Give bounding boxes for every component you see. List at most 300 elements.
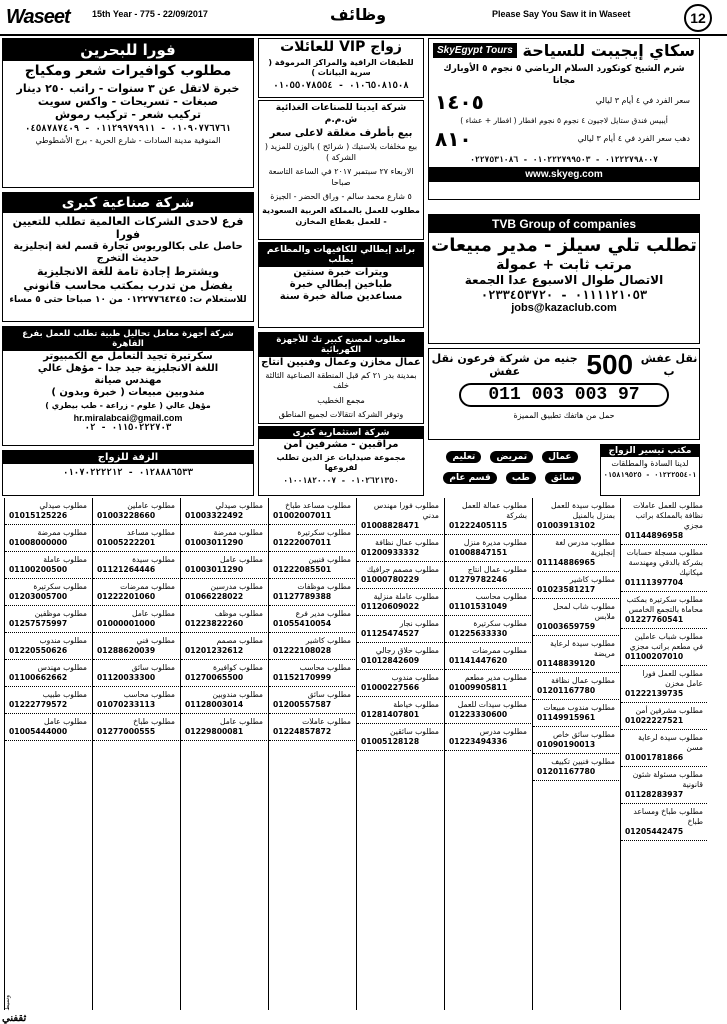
issue-info: 15th Year - 775 - 22/09/2017 <box>92 9 208 19</box>
classified-ad <box>445 498 531 535</box>
classified-column <box>356 498 443 1010</box>
ad-phone: 01229800081 <box>185 727 244 737</box>
ad-phone: 01055410054 <box>273 619 332 629</box>
classified-ad <box>357 589 443 616</box>
classified-ad <box>181 498 267 525</box>
ad-line: مهندس صيانة <box>94 375 162 386</box>
ad-line: صبغات - تسريحات - واكس سويت <box>37 94 219 108</box>
ad-text: مطلوب مساعد طباخ <box>285 501 351 510</box>
ad-text: مطلوب سكرتيرة <box>33 582 87 592</box>
ad-text: مطلوب سيدة لرعاية مريضة <box>550 639 615 659</box>
ad-text: مطلوب ممرضة <box>213 528 263 538</box>
ad-line: يفضل من تدرب بمكتب محاسب قانوني <box>23 278 233 292</box>
classified-ad <box>93 687 179 714</box>
ad-text: مطلوب سكرتيرة بمكتب محاماة بالتجمع الخامس <box>626 595 703 615</box>
ad-phone: 01127789388 <box>273 592 332 602</box>
ad-text: مطلوب حلاق رجالي <box>375 646 439 656</box>
ad-text: مطلوب مسئولة شئون قانونية <box>632 770 703 790</box>
classified-ad <box>5 687 91 714</box>
ad-phone: 01008847151 <box>449 548 508 558</box>
ad-line: خبرة لاتقل عن ٣ سنوات - راتب ٢٥٠ دينار <box>16 81 240 95</box>
classified-ad <box>445 643 531 670</box>
email: jobs@kazaclub.com <box>511 301 617 314</box>
ad-phones: ٠١١١١٢١٠٥٣ - ٠٢٣٣٤٥٣٧٢٠ <box>480 287 648 302</box>
ad-phone: 01279782246 <box>449 575 508 585</box>
ad-line: بيع بأطرف مغلقة لاعلى سعر <box>269 128 413 140</box>
ad-line: أيبيس فندق ستايل لاجيون ٤ نجوم ٥ نجوم افطار ( افطار + عشاء ) <box>460 115 668 125</box>
classified-ad <box>5 660 91 687</box>
classified-column <box>620 498 707 1010</box>
ad-phone: 01005222201 <box>97 538 156 548</box>
ad-phone: 01114886965 <box>537 558 596 568</box>
ad-text: مطلوب سكرتيرة <box>473 619 527 629</box>
classified-ad <box>445 616 531 643</box>
classified-ad <box>269 498 355 525</box>
classified-ad <box>533 700 619 727</box>
ad-text: مطلوب سائق <box>307 690 351 700</box>
classified-ad <box>533 535 619 572</box>
ad-text: مطلوب ممرضة <box>37 528 87 538</box>
ad-phones: ٠١٠٦٥٠٨١٥٠٨ - ٠١٠٥٥٠٧٨٥٥٤ <box>273 80 409 91</box>
page-number: 12 <box>684 4 712 32</box>
ad-phone: 01222007011 <box>273 538 332 548</box>
ad-text: مطلوب كاشير <box>569 575 615 585</box>
ad-phone: 01003322492 <box>185 511 244 521</box>
classified-ad <box>181 579 267 606</box>
ad-stores <box>258 100 424 240</box>
ad-line: شرم الشيخ كونكورد السلام الرياضي ٥ نجوم ٥ الأوبارك مجانا <box>443 64 685 86</box>
ad-text: مطلوب شاب لمحل ملابس <box>553 602 615 622</box>
ad-phone: 01149915961 <box>537 713 596 723</box>
ad-phone: 01090190013 <box>537 740 596 750</box>
classified-ad <box>357 498 443 535</box>
ad-text: مطلوب سائق خاص <box>552 730 615 740</box>
classified-ad <box>357 562 443 589</box>
ad-phone: 01008828471 <box>361 521 420 531</box>
ad-phone: 01201232612 <box>185 646 244 656</box>
ad-phone: 01225633330 <box>449 629 508 639</box>
classified-ad <box>181 633 267 660</box>
classified-ad <box>621 629 707 666</box>
slogan: Please Say You Saw it in Waseet <box>492 9 631 19</box>
ad-phone: 01100200500 <box>9 565 68 575</box>
ad-title: الزفة للزواج <box>3 451 253 464</box>
ad-text: مطلوب مساعد <box>127 528 175 538</box>
ad-text: مطلوب سيدات للعمل <box>457 700 527 710</box>
classified-ad <box>93 660 179 687</box>
ad-phone: 01222779572 <box>9 700 68 710</box>
classified-ad <box>93 633 179 660</box>
ad-title: شركة صناعية كبرى <box>3 193 253 213</box>
ad-line: دهب سعر الفرد في ٤ أيام ٣ ليالي <box>577 134 690 144</box>
ad-headline: تطلب تلي سيلز - مدير مبيعات <box>431 235 697 256</box>
classified-column <box>532 498 619 1010</box>
ad-text: مطلوب طبيب <box>42 690 87 700</box>
ad-phone: 01066228022 <box>185 592 244 602</box>
classified-ad <box>533 599 619 636</box>
classified-column <box>444 498 531 1010</box>
ad-marriage-office <box>600 444 700 496</box>
ad-text: مطلوب محاسب <box>123 690 175 700</box>
ad-phone: 01222405115 <box>449 521 508 531</box>
ad-text: مطلوب مديرة منزل <box>463 538 527 548</box>
ad-text: مطلوب مدير مطعم <box>464 673 527 683</box>
ad-phone: 01200933332 <box>361 548 420 558</box>
ad-line: بيع مخلفات بلاستيك ( شرائح ) بالوزن للمزيد ( الشركة ) <box>264 142 418 162</box>
classified-ad <box>621 545 707 592</box>
classified-ad <box>269 660 355 687</box>
classified-ad <box>357 697 443 724</box>
classified-ad <box>445 670 531 697</box>
classified-ad <box>621 592 707 629</box>
ad-text: مطلوب عامل <box>220 717 263 727</box>
ad-phone: 01022227521 <box>625 716 684 726</box>
ad-phone: 01003011290 <box>185 538 244 548</box>
ad-text: مطلوب عمال نظافة <box>375 538 439 548</box>
ad-text: مطلوب مصمم جرافيك <box>366 565 439 575</box>
ad-line: مجمع الخطيب <box>317 395 365 405</box>
classified-ad <box>269 525 355 552</box>
ad-phone: 01111397704 <box>625 578 684 588</box>
ad-phone: 01000780229 <box>361 575 420 585</box>
ad-phone: 01002007011 <box>273 511 332 521</box>
ad-phone: 01220550626 <box>9 646 68 656</box>
classified-ad <box>181 525 267 552</box>
tag-strip <box>428 444 596 496</box>
ad-phone: 01288620039 <box>97 646 156 656</box>
classified-ad <box>445 562 531 589</box>
price: ٨١٠ <box>435 127 472 152</box>
ad-phone: 01125474527 <box>361 629 420 639</box>
ad-text: مطلوب شباب عاملين في مطعم براتب مجزي <box>629 632 703 652</box>
ad-title: زواج VIP للعائلات <box>280 39 402 55</box>
ad-line: اللغة الانجليزية جيد جدا - مؤهل عالي <box>37 363 219 374</box>
brand-logo: SkyEgypt Tours <box>433 43 517 58</box>
classified-ad <box>533 636 619 673</box>
ad-text: مطلوب خياطة <box>393 700 439 710</box>
ad-phone: 01144896958 <box>625 531 684 541</box>
ad-line: ٥ شارع محمد سالم - وراق الحضر - الجيزة <box>270 191 412 201</box>
ad-phone: 01001781866 <box>625 753 684 763</box>
classified-ad <box>269 552 355 579</box>
classified-ad <box>93 552 179 579</box>
ad-skyegypt <box>428 38 700 200</box>
ad-phone: 01101531049 <box>449 602 508 612</box>
ad-text: مطلوب مسجلة حسابات بشركة بالدقي ومهندسة ميكانيك <box>626 548 703 578</box>
classified-ad <box>269 687 355 714</box>
ad-line: مرتب ثابت + عمولة <box>496 256 632 273</box>
classified-ad <box>621 730 707 767</box>
ad-text: مطلوب مدرس <box>479 727 527 737</box>
ad-phone: 01205442475 <box>625 827 684 837</box>
ad-text: مطلوب موظفين <box>34 609 87 619</box>
price: ١٤٠٥ <box>435 89 484 114</box>
ad-text: مطلوب مندوب مبيعات <box>543 703 615 713</box>
ad-zaffa <box>2 450 254 496</box>
ad-text: مطلوب مصمم <box>216 636 263 646</box>
ad-title: فورا للبحرين <box>3 39 253 61</box>
ad-line: ويترات خبرة سنتين <box>293 267 389 278</box>
classified-ad <box>357 616 443 643</box>
side-credit: وسيط <box>4 994 11 1010</box>
ad-text: مطلوب فنيين تكييف <box>551 757 615 767</box>
ad-headline: مراقبين - مشرفين امن <box>283 439 399 450</box>
classified-ad <box>5 552 91 579</box>
ad-title: شركة استثمارية كبرى <box>259 427 423 439</box>
ad-industrial-company <box>2 192 254 322</box>
ad-phone: 01012842609 <box>361 656 420 666</box>
logo: Waseet <box>6 6 70 28</box>
classified-ad <box>5 606 91 633</box>
ad-text: مطلوب سائق <box>131 663 175 673</box>
category-tag[interactable]: عمال <box>542 451 577 463</box>
ad-text: مطلوب محاسب <box>475 592 527 602</box>
classified-column <box>4 498 91 1010</box>
ad-headline: مطلوب للعمل بالمملكة العربية السعودية - للعمل بقطاع المخازن <box>262 206 420 226</box>
ad-title: مطلوب لمصنع كبير تك للأجهزة الكهربائية <box>259 333 423 357</box>
ad-phone: 01070233113 <box>97 700 156 710</box>
ad-phone: 01121264446 <box>97 565 156 575</box>
ad-text: مطلوب صيدلي <box>215 501 263 510</box>
classified-ad <box>445 724 531 751</box>
ad-line: نقل عفش ب <box>640 351 698 378</box>
classified-ad <box>357 670 443 697</box>
category-tag[interactable]: تمريض <box>490 451 533 463</box>
ad-line: وتوفر الشركة انتقالات لجميع المناطق <box>278 410 404 420</box>
ad-text: مطلوب فنيين <box>308 555 351 565</box>
ad-line: حمل من هاتفك تطبيق المميزة <box>513 411 615 420</box>
ad-phone: 01223822260 <box>185 619 244 629</box>
ad-phones: ٠١٢٢٢٥٥٤٠١ - ٠١٥٨١٩٥٢٥ <box>603 471 697 480</box>
ad-text: مطلوب نجار <box>399 619 439 629</box>
classified-ad <box>93 579 179 606</box>
ad-phone: 01005128128 <box>361 737 420 747</box>
classified-ad <box>93 714 179 741</box>
ad-phone: 01100662662 <box>9 673 68 683</box>
ad-electrical-factory <box>258 332 424 424</box>
ad-phone: 01009905811 <box>449 683 508 693</box>
classified-ad <box>93 525 179 552</box>
ad-phone: 01120609022 <box>361 602 420 612</box>
ad-text: مطلوب سكرتيرة <box>297 528 351 538</box>
ad-text: مطلوب عاملات <box>302 717 351 727</box>
watermark: ثقفني <box>2 1013 27 1024</box>
classified-ad <box>181 687 267 714</box>
classified-column <box>92 498 179 1010</box>
ad-phone: 01203005700 <box>9 592 68 602</box>
ad-line: شركة ايدينا للصناعات الغذائية ش.م.م <box>275 103 407 125</box>
ad-phone: 01222139735 <box>625 689 684 699</box>
ad-phone: 01008000000 <box>9 538 68 548</box>
ad-line: بمدينة بدر ٢١ كم قبل المنطقة الصناعية الثالثة خلف <box>265 371 417 391</box>
ad-text: مطلوب سيدة <box>132 555 175 565</box>
ad-phones: 011 003 003 97 <box>459 383 669 407</box>
ad-phone: 01023581217 <box>537 585 596 595</box>
ad-phone: 01120033300 <box>97 673 156 683</box>
ad-text: مطلوب مدرسين <box>210 582 263 592</box>
classified-ad <box>445 535 531 562</box>
classified-ad <box>445 697 531 724</box>
ad-phone: 01128003014 <box>185 700 244 710</box>
ad-phone: 01222108028 <box>273 646 332 656</box>
ad-line: مندوبين مبيعات ( خبرة وبدون ) <box>51 387 205 398</box>
ad-phones: ٠١٢٨٨٨٦٥٣٣ - ٠١٠٧٠٢٢٢٢١٢ <box>62 468 194 478</box>
ad-phone: 01223494336 <box>449 737 508 747</box>
classified-ad <box>5 633 91 660</box>
section-title: وظائف <box>330 5 387 24</box>
company-name: TVB Group of companies <box>429 215 699 233</box>
ad-line: مجموعة صيدليات عز الدين تطلب لفروعها <box>276 453 406 473</box>
ad-headline: فرع لاحدى الشركات العالمية تطلب للتعيين فورا <box>12 215 244 242</box>
ad-phones: للاستعلام ت: ٠١٢٢٧٧٦٤٣٤٥ من ١٠ صباحا حتى ٥ مساء <box>9 294 247 305</box>
category-tag[interactable]: قسم عام <box>443 472 496 484</box>
ad-phone: 01003913102 <box>537 521 596 531</box>
classified-ad <box>621 703 707 730</box>
ad-address: المنوفية مدينة السادات - شارع الحرية - برج الأشطوطي <box>35 136 221 146</box>
ad-text: مطلوب عامل <box>220 555 263 565</box>
classified-ad <box>621 767 707 804</box>
ad-headline: مطلوب كوافيرات شعر ومكياج <box>24 63 232 79</box>
category-tag[interactable]: سائق <box>545 472 581 484</box>
classified-column <box>268 498 355 1010</box>
ad-moving-500 <box>428 348 700 440</box>
ad-phone: 01015125226 <box>9 511 68 521</box>
ad-title: مكتب تيسير الزواج <box>601 445 699 457</box>
ad-phone: 01224857872 <box>273 727 332 737</box>
classified-ad <box>533 498 619 535</box>
ad-line: سكرتيرة تجيد التعامل مع الكمبيوتر <box>43 351 213 362</box>
classified-ad <box>5 579 91 606</box>
ad-lab-equipment <box>2 326 254 446</box>
ad-title: براند إيطالي للكافيهات والمطاعم يطلب <box>259 243 423 267</box>
ad-phone: 01222085501 <box>273 565 332 575</box>
ad-line: مساعدين صالة خبرة سنة <box>279 291 403 302</box>
classified-ad <box>5 714 91 741</box>
ad-text: مطلوب كوافيرة <box>212 663 263 673</box>
email: hr.miralabcai@gmail.com <box>73 413 183 424</box>
category-tag[interactable]: طب <box>506 472 536 484</box>
ad-text: مطلوب مهندس <box>37 663 87 673</box>
ad-text: مطلوب موظف <box>214 609 263 619</box>
classified-ad <box>357 724 443 751</box>
ad-text: مطلوب صيدلي <box>39 501 87 510</box>
ad-text: مطلوب للعمل عاملات نظافة بالمملكة براتب مجزي <box>633 501 703 531</box>
classified-ad <box>269 579 355 606</box>
ad-text: مطلوب كاشير <box>305 636 351 646</box>
ad-line: حاصل على بكالوريوس تجارة قسم لغة إنجليزية حديث التخرج <box>13 241 243 265</box>
ad-phone: 01222201060 <box>97 592 156 602</box>
ad-title: شركة أجهزة معامل تحاليل طبية تطلب للعمل بفرع القاهرة <box>3 327 253 351</box>
classified-ad <box>533 572 619 599</box>
ad-line: مؤهل عالي ( علوم - زراعة - طب بيطري ) <box>45 401 211 410</box>
ad-bahrain-barbers <box>2 38 254 188</box>
classified-ad <box>93 498 179 525</box>
category-tag[interactable]: تعليم <box>446 451 481 463</box>
ad-text: مطلوب ممرضات <box>120 582 175 592</box>
ad-italian-brand <box>258 242 424 328</box>
classified-ad <box>621 666 707 703</box>
ad-phone: 01200557587 <box>273 700 332 710</box>
ad-text: مطلوب مدرس لغة إنجليزية <box>555 538 615 558</box>
ad-text: مطلوب طباخ ومساعد طباخ <box>633 807 703 827</box>
ad-phone: 01141447620 <box>449 656 508 666</box>
ad-title: سكاي إيجيبت للسياحة <box>522 41 695 60</box>
ad-text: مطلوب مدير فرع <box>295 609 351 619</box>
classified-ad <box>5 498 91 525</box>
classified-ad <box>445 589 531 616</box>
ad-line: تركيب شعر - تركيب رموش <box>55 108 201 122</box>
classified-ad <box>533 754 619 781</box>
ad-text: مطلوب سيدة لرعاية مسن <box>638 733 703 753</box>
ad-text: مطلوب مشرفين أمن <box>635 706 703 716</box>
ad-headline: عمال مخازن وعمال وفنيين انتاج <box>261 357 421 368</box>
ad-line: الاتصال طوال الاسبوع عدا الجمعة <box>464 273 664 288</box>
ad-text: مطلوب عاملين <box>127 501 175 510</box>
classified-ad <box>5 525 91 552</box>
ad-phone: 01201167780 <box>537 686 596 696</box>
ad-phone: 01223330600 <box>449 710 508 720</box>
classified-ad <box>181 660 267 687</box>
ad-text: مطلوب عامل <box>44 717 87 727</box>
ad-text: مطلوب موظفات <box>297 582 351 592</box>
ad-text: مطلوب فني <box>136 636 175 646</box>
ad-security-pharmacy <box>258 426 424 496</box>
ad-line: للطبقات الراقية والمراكز المرموقة ( سرية البيانات ) <box>268 57 414 78</box>
ad-phone: 01281407801 <box>361 710 420 720</box>
classified-column <box>180 498 267 1010</box>
page-header <box>0 0 727 36</box>
ad-tvb-group <box>428 214 700 344</box>
ad-text: مطلوب مندوبين <box>212 690 263 700</box>
ad-phone: 01227760541 <box>625 615 684 625</box>
ad-text: مطلوب عمال نظافة <box>551 676 615 686</box>
ad-phone: 01100207010 <box>625 652 684 662</box>
classified-ad <box>269 714 355 741</box>
ad-text: مطلوب سيدة للعمل بمنزل بالمنيل <box>551 501 615 521</box>
ad-phone: 01000001000 <box>97 619 156 629</box>
classified-ad <box>357 643 443 670</box>
price: 500 <box>586 349 634 380</box>
ad-text: مطلوب عامل <box>132 609 175 619</box>
ad-line: ويشترط إجادة تامة للغة الانجليزية <box>36 265 220 279</box>
ad-line: سعر الفرد في ٤ أيام ٣ ليالي <box>595 96 690 106</box>
classified-ad <box>181 606 267 633</box>
ad-phone: 01277000555 <box>97 727 156 737</box>
classified-ad <box>269 633 355 660</box>
classified-ad <box>621 498 707 545</box>
ad-phone: 01000227566 <box>361 683 420 693</box>
ad-phones: ٠١٠٢٦٢١٣٥٠ - ٠١٠٠١٨٢٠٠٠٧ <box>283 475 399 485</box>
ad-line: طباخين إيطالي خبرة <box>289 279 393 290</box>
ad-phones: ٠١١٥٠٢٢٢٧٠٣ - ٠٢ <box>84 423 172 434</box>
ad-text: مطلوب محاسب <box>299 663 351 673</box>
classified-ad <box>181 714 267 741</box>
ad-text: مطلوب طباخ <box>133 717 175 727</box>
ad-text: مطلوب عاملة منزلية <box>373 592 439 602</box>
ad-phone: 01003659759 <box>537 622 596 632</box>
ad-line: جنيه من شركة فرعون نقل عفش <box>431 351 578 378</box>
ad-line: لدينا السادة والمطلقات <box>611 459 689 468</box>
ad-phone: 01152170999 <box>273 673 332 683</box>
ad-text: مطلوب مندوب <box>39 636 87 646</box>
website: www.skyeg.com <box>429 167 699 182</box>
ad-phone: 01005444000 <box>9 727 68 737</box>
ad-phone: 01257575997 <box>9 619 68 629</box>
ad-text: مطلوب ممرضات <box>472 646 527 656</box>
ad-text: مطلوب عمال انتاج <box>467 565 527 575</box>
classified-ad <box>181 552 267 579</box>
ad-line: الاربعاء ٢٧ سبتمبر ٢٠١٧ في الساعة التاسعة صباحا <box>268 167 414 187</box>
